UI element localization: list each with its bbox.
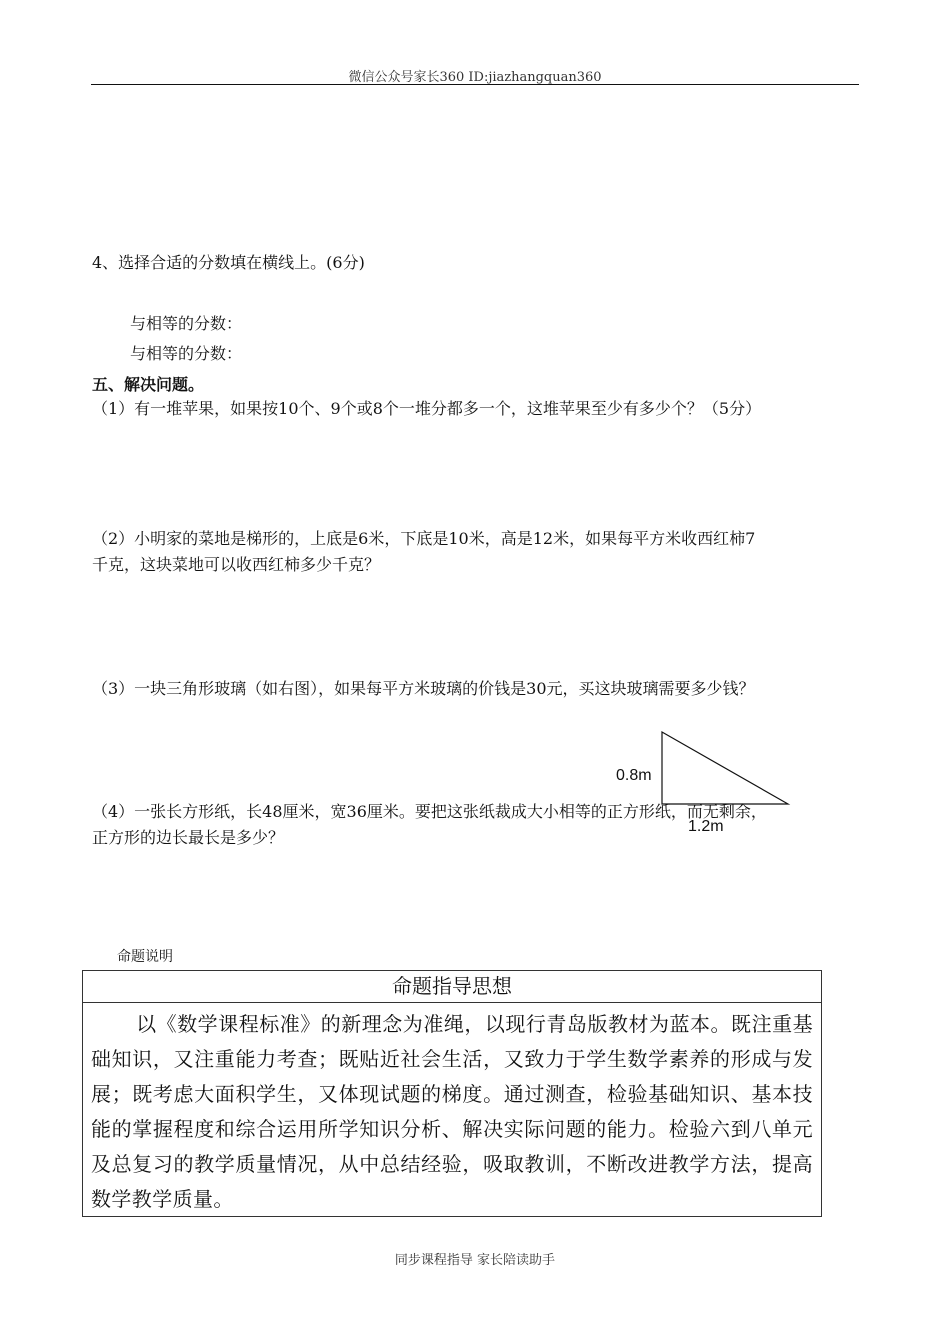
triangle-shape <box>662 732 788 804</box>
problem-2-line-2: 千克，这块菜地可以收西红柿多少千克？ <box>92 555 381 574</box>
guiding-idea-heading: 命题指导思想 <box>83 971 821 1003</box>
guiding-idea-paragraph: 以《数学课程标准》的新理念为准绳，以现行青岛版教材为蓝本。既注重基础知识，又注重能力考查；既贴近社会生活，又致力于学生数学素养的形成与发展；既考虑大面积学生，又体现试题的梯度。通过测查，检验基础知识、基本技能的掌握程度和综合运用所学知识分析、解决实际问题的能力。检验六到八单元及总复习的教学质量情况，从中总结经验，吸取教训，不断改进教学方法，提高数学教学质量。 <box>91 1012 813 1211</box>
problem-1: （1）有一堆苹果，如果按10个、9个或8个一堆分都多一个，这堆苹果至少有多少个？（5分） <box>92 399 762 418</box>
note-title: 命题说明 <box>117 949 173 965</box>
triangle-figure <box>600 720 810 840</box>
problem-2-line-1: （2）小明家的菜地是梯形的，上底是6米，下底是10米，高是12米，如果每平方米收西红柿7 <box>92 529 756 548</box>
guiding-idea-box <box>82 970 822 1217</box>
triangle-base-label: 1.2m <box>688 818 724 835</box>
page-footer: 同步课程指导 家长陪读助手 <box>394 1253 556 1268</box>
question-4-line-b: 与相等的分数： <box>130 344 243 363</box>
page-header: 微信公众号家长360 ID:jiazhangquan360 <box>348 70 602 85</box>
problem-3: （3）一块三角形玻璃（如右图），如果每平方米玻璃的价钱是30元，买这块玻璃需要多少钱？ <box>92 679 755 698</box>
triangle-height-label: 0.8m <box>616 767 652 784</box>
problem-4-line-2: 正方形的边长最长是多少？ <box>92 828 285 847</box>
question-4-prompt: 4、选择合适的分数填在横线上。(6分) <box>92 253 365 272</box>
header-divider <box>91 84 859 85</box>
guiding-idea-text <box>83 1003 821 1217</box>
section-5-title: 五、解决问题。 <box>92 375 205 394</box>
problem-4-line-1: （4）一张长方形纸，长48厘米，宽36厘米。要把这张纸裁成大小相等的正方形纸，而无剩余， <box>92 802 767 821</box>
question-4-line-a: 与相等的分数： <box>130 314 243 333</box>
